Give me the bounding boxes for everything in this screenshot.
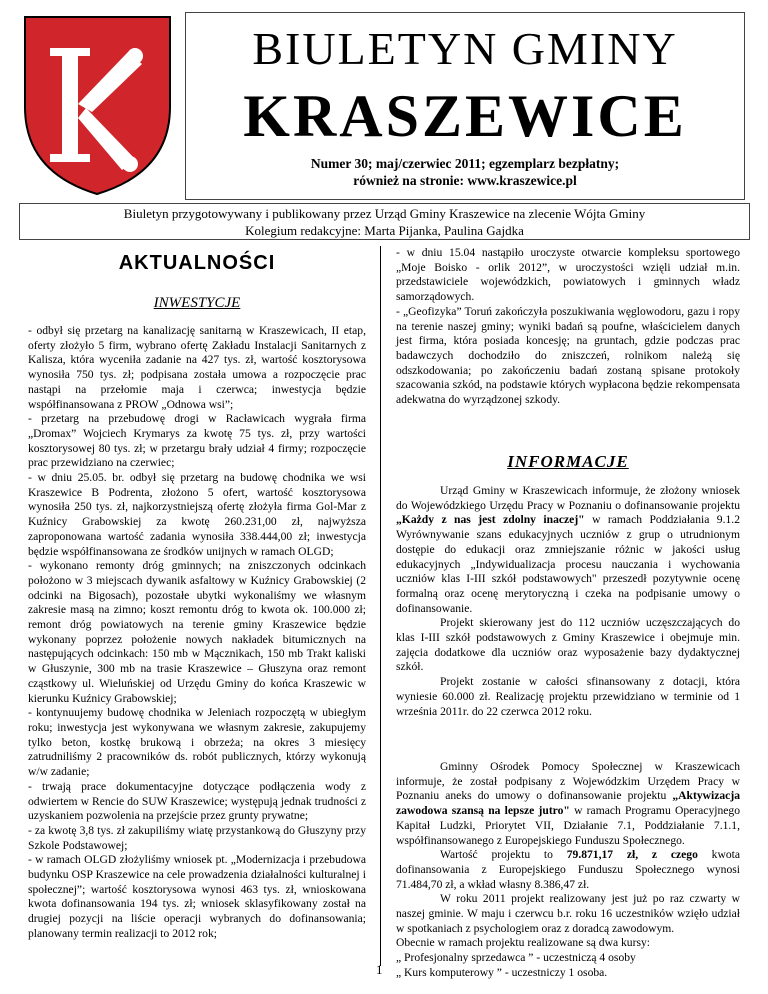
column-divider [380, 246, 381, 966]
right-paragraph: - w dniu 15.04 nastąpiło uroczyste otwarcie kompleksu sportowego „Moje Boisko - orlik 2012”, w uroczystości wzięli udział m.in. przedstawiciele wojewódzkich, powiatowych i gminnych władz samorządowych. [396, 246, 740, 304]
gmina-crest-logo [20, 12, 175, 197]
left-column [28, 324, 366, 942]
subsection-title-informacje: INFORMACJE [507, 452, 629, 471]
info-paragraph [396, 760, 740, 848]
web-line: również na stronie: www.kraszewice.pl [353, 173, 577, 188]
info-paragraph: Projekt zostanie w całości sfinansowany z dotacji, która wyniesie 60.000 zł. Realizację projektu przewidziano w terminie od 1 września 2011r. do 22 czerwca 2012 roku. [396, 675, 740, 718]
right-paragraph: - „Geofizyka” Toruń zakończyła poszukiwania węglowodoru, gazu i ropy na terenie naszej gminy; wyniki badań są poufne, właścicielem danych jest firma, która posiada koncesję; na gruntach, gdzie podczas prac badawczych dochodziło do zniszczeń, rolnikom należą się odszkodowania; po zakończeniu badań zostaną spisane protokoły szacowania szkód, na podstawie których wypłacona będzie rekompensata adekwatna do wyrządzonej szkody. [396, 304, 740, 407]
info-paragraph: W roku 2011 projekt realizowany jest już po raz czwarty w naszej gminie. W maju i czerwcu b.r. roku 16 uczestników wzięło udział w spotkaniach z psychologiem oraz z doradcą zawodowym. [396, 892, 740, 935]
info-paragraph: Obecnie w ramach projektu realizowane są dwa kursy: [396, 936, 650, 950]
info-text: Urząd Gminy w Kraszewicach informuje, że złożony wniosek do Wojewódzkiego Urzędu Pracy w Poznaniu o dofinansowanie projektu [396, 484, 740, 512]
info-paragraph: „ Profesjonalny sprzedawca ” - uczestniczą 4 osoby [396, 951, 636, 965]
info-text: Wartość projektu to [440, 848, 567, 862]
project-name-bold: „Każdy z nas jest zdolny inaczej" [396, 513, 585, 527]
editorial-line2: Kolegium redakcyjne: Marta Pijanka, Paulina Gajdka [245, 223, 524, 238]
right-column-top [396, 246, 740, 408]
info-text: kwota dofinansowania z Europejskiego Funduszu Społecznego wynosi 71.484,70 zł, a wkład własny 8.386,47 zł. [396, 848, 741, 891]
left-paragraph: - w ramach OLGD złożyliśmy wniosek pt. „Modernizacja i przebudowa budynku OSP Kraszewice na cele prowadzenia działalności kulturalnej i społecznej”; wartość kosztorysowa wynosi 463 tys. zł, wnioskowana kwota dofinansowania 194 tys. zł; wniosek sklasyfikowany został na drugiej pozycji na liście operacji wybranych do dofinansowania; planowany termin realizacji to 2012 rok; [28, 853, 366, 940]
editorial-info-box [19, 203, 750, 240]
section-title-aktualnosci: AKTUALNOŚCI [118, 252, 276, 274]
masthead-title-line1: BIULETYN GMINY [252, 23, 678, 74]
left-paragraph: - w dniu 25.05. br. odbył się przetarg na budowę chodnika we wsi Kraszewice B Podrenta, złożono 5 ofert, wartość kosztorysowa wynosiła 250 tys. zł, najkorzystniejszą ofertę złożyła firma Gol-Mar z Kuźnicy Grabowskiej za kwotę 260.231,00 zł, najwyższa zaproponowana wartość zadania wynosiła 338.444,00 zł; inwestycja będzie współfinansowana ze środków unijnych w ramach OLGD; [28, 471, 366, 558]
info-text: w ramach Programu Operacyjnego Kapitał Ludzki, Priorytet VII, Działanie 7.1, Poddziałanie 7.1.1, współfinansowanego z Europejskiego Funduszu Społecznego. [396, 804, 740, 847]
left-paragraph: - kontynuujemy budowę chodnika w Jeleniach rozpoczętą w ubiegłym roku; inwestycja jest wykonywana we własnym zakresie, zakupujemy tylko beton, kostkę brukową i obrzeża; na okres 3 miesięcy zatrudniliśmy 2 pracowników ds. robót publicznych, którzy wykonują w/w zadanie; [28, 706, 366, 779]
masthead-title-line2: KRASZEWICE [243, 83, 687, 149]
editorial-line1: Biuletyn przygotowywany i publikowany przez Urząd Gminy Kraszewice na zlecenie Wójta Gminy [123, 206, 646, 221]
page-number: 1 [376, 962, 383, 977]
left-paragraph: - przetarg na przebudowę drogi w Racławicach wygrała firma „Dromax” Wojciech Krymarys za kwotę 75 tys. zł, przy wartości kosztorysowej 80 tys. zł; w przetargu brały udział 4 firmy; rozpoczęcie prac przewidziano na czerwiec; [28, 412, 366, 470]
project-name-bold: „Aktywizacja zawodowa szansą na lepsze jutro" [396, 789, 740, 818]
info-paragraph [396, 848, 740, 892]
info-text: w ramach Poddziałania 9.1.2 Wyrównywanie szans edukacyjnych uczniów z grup o utrudnionym dostępie do edukacji oraz zmniejszanie różnic w jakości usług edukacyjnych „Indywidualizacja procesu nauczania i wychowania uczniów klas I-III szkół podstawowych" przeszedł pozytywnie ocenę formalną oraz ocenę merytoryczną i czeka na podpisanie umowy o dofinansowanie. [396, 513, 740, 615]
left-paragraph: - za kwotę 3,8 tys. zł zakupiliśmy wiatę przystankową do Głuszyny przy Szkole Podstawowej; [28, 823, 366, 852]
info-paragraph [396, 484, 740, 616]
info-block-gops [396, 760, 740, 981]
issue-info [186, 155, 744, 189]
amount-bold: 79.871,17 zł, z czego [566, 848, 698, 862]
subsection-title-inwestycje: INWESTYCJE [153, 295, 241, 311]
info-text: Gminny Ośrodek Pomocy Społecznej w Kraszewicach informuje, że został podpisany z Wojewódzkim Urzędem Pracy w Poznaniu aneks do umowy o dofinansowanie projektu [396, 760, 740, 803]
left-paragraph: - odbył się przetarg na kanalizację sanitarną w Kraszewicach, II etap, oferty złożyło 5 firm, wybrano ofertę Zakładu Instalacji Sanitarnych z Kalisza, która wyceniła zadanie na 427 tys. zł, wartość kosztorysowa wynosiła 750 tys. zł; podpisana została umowa a rozpoczęcie prac nastąpi na przełomie maja i czerwca; inwestycja będzie współfinansowana z PROW „Odnowa wsi”; [28, 324, 366, 411]
left-paragraph: - trwają prace dokumentacyjne dotyczące podłączenia wody z odwiertem w Rencie do SUW Kraszewice; występują jednak trudności z uzyskaniem pozwolenia na przejście przez grunty prywatne; [28, 779, 366, 823]
info-block-ug [396, 484, 740, 719]
masthead-box [185, 12, 745, 200]
left-paragraph: - wykonano remonty dróg gminnych; na zniszczonych odcinkach położono w 3 miejscach dywanik asfaltowy w Kuźnicy Grabowskiej (2 odcinki na Bigosach), pozostałe ubytki wykonaliśmy we własnym zakresie masą na zimno; koszt remontu dróg to kwota ok. 100.000 zł; remont dróg powiatowych na terenie gminy Kraszewice będzie wykonany poprzez położenie nowych nakładek bitumicznych na następujących odcinkach: 150 mb w Mącznikach, 150 mb Trakt kaliski w Głuszynie, 300 mb na trasie Kraszewice – Głuszyna oraz remont cząstkowy ul. Wieluńskiej od Urzędu Gminy do końca Kraszewic w kierunku Kuźnicy Grabowskiej; [28, 559, 366, 705]
info-paragraph: Projekt skierowany jest do 112 uczniów uczęszczających do klas I-III szkół podstawowych z Gminy Kraszewice i obejmuje min. zajęcia dodatkowe dla uczniów oraz wyposażenie bazy dydaktycznej szkół. [396, 616, 740, 674]
issue-line: Numer 30; maj/czerwiec 2011; egzemplarz bezpłatny; [310, 156, 620, 171]
info-paragraph: „ Kurs komputerowy ” - uczestniczy 1 osoba. [396, 965, 608, 979]
